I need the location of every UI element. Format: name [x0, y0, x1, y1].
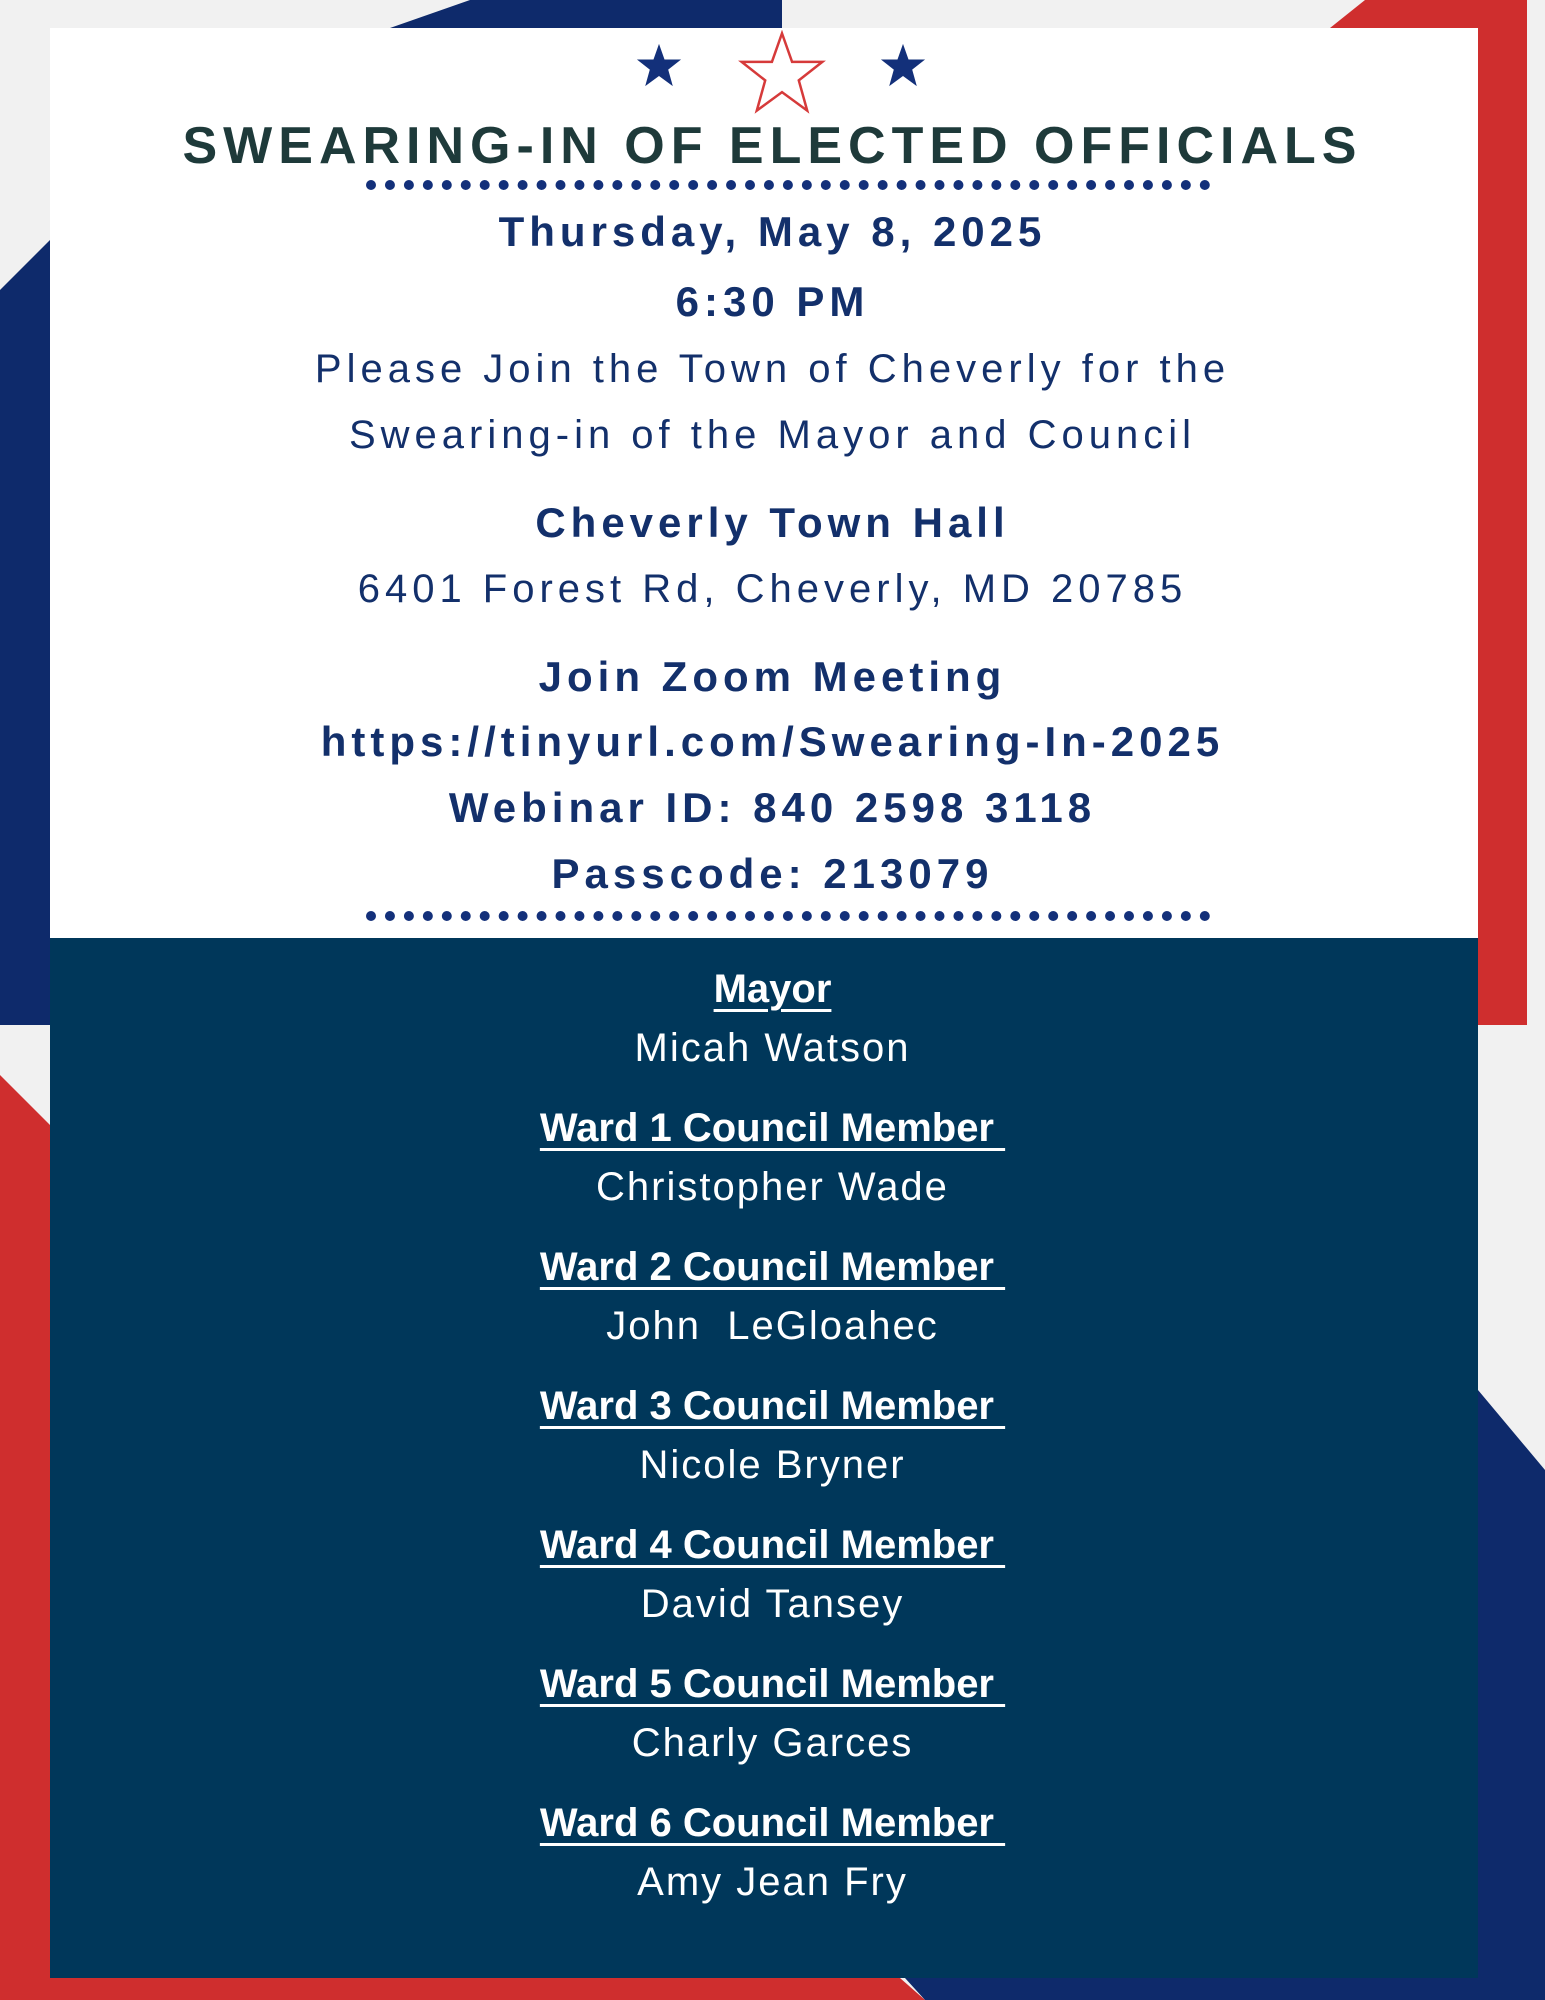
official-name: Micah Watson — [634, 1026, 911, 1070]
star-outline-icon — [737, 30, 827, 114]
divider-dot — [1200, 180, 1210, 190]
official-name: David Tansey — [640, 1582, 905, 1626]
venue-name: Cheverly Town Hall — [535, 499, 1010, 546]
divider-dot — [1105, 911, 1115, 921]
official-name: Christopher Wade — [596, 1165, 949, 1209]
divider-dot — [916, 911, 926, 921]
divider-dot — [1029, 911, 1039, 921]
divider-dot — [1086, 911, 1096, 921]
divider-dot — [1181, 911, 1191, 921]
divider-dot — [1124, 180, 1134, 190]
divider-dot — [669, 180, 679, 190]
divider-dot — [726, 911, 736, 921]
official-entry-mayor — [0, 960, 1545, 1099]
divider-dot — [953, 180, 963, 190]
divider-dot — [537, 180, 547, 190]
divider-dot — [916, 180, 926, 190]
divider-dot — [423, 911, 433, 921]
divider-dot — [1200, 911, 1210, 921]
divider-dot — [1105, 180, 1115, 190]
divider-dot — [1162, 911, 1172, 921]
divider-dot — [1162, 180, 1172, 190]
dotted-divider-bottom — [365, 909, 1215, 923]
divider-dot — [631, 180, 641, 190]
divider-dot — [1067, 911, 1077, 921]
divider-dot — [745, 911, 755, 921]
divider-dot — [461, 911, 471, 921]
divider-dot — [518, 911, 528, 921]
divider-dot — [1181, 180, 1191, 190]
divider-dot — [631, 911, 641, 921]
official-entry-ward-6 — [0, 1794, 1545, 1933]
divider-dot — [688, 180, 698, 190]
divider-dot — [707, 911, 717, 921]
divider-dot — [840, 180, 850, 190]
star-filled-icon — [880, 42, 926, 88]
divider-dot — [499, 911, 509, 921]
divider-dot — [1143, 180, 1153, 190]
event-time: 6:30 PM — [675, 278, 870, 325]
divider-dot — [688, 911, 698, 921]
invite-line-2: Swearing-in of the Mayor and Council — [348, 413, 1196, 457]
divider-dot — [764, 180, 774, 190]
divider-dot — [707, 180, 717, 190]
official-entry-ward-2 — [0, 1238, 1545, 1377]
divider-dot — [574, 180, 584, 190]
zoom-link[interactable]: https://tinyurl.com/Swearing-In-2025 — [320, 718, 1225, 765]
officials-list — [0, 960, 1545, 1933]
divider-dot — [745, 180, 755, 190]
divider-dot — [480, 180, 490, 190]
divider-dot — [821, 911, 831, 921]
dotted-divider-top — [365, 178, 1215, 192]
official-name: John LeGloahec — [606, 1304, 939, 1348]
venue-address: 6401 Forest Rd, Cheverly, MD 20785 — [357, 567, 1188, 611]
divider-dot — [385, 180, 395, 190]
office-title: Mayor — [713, 967, 832, 1011]
official-name: Charly Garces — [631, 1721, 914, 1765]
divider-dot — [556, 180, 566, 190]
star-filled-icon — [636, 42, 682, 88]
divider-dot — [442, 911, 452, 921]
divider-dot — [650, 180, 660, 190]
divider-dot — [1086, 180, 1096, 190]
divider-dot — [574, 911, 584, 921]
divider-dot — [1010, 180, 1020, 190]
divider-dot — [859, 180, 869, 190]
passcode: Passcode: 213079 — [551, 850, 994, 897]
red-bottom-band — [0, 1978, 925, 2000]
divider-dot — [423, 180, 433, 190]
navy-top-band — [390, 0, 782, 28]
office-title: Ward 5 Council Member — [539, 1662, 1006, 1706]
divider-dot — [802, 180, 812, 190]
divider-dot — [840, 911, 850, 921]
official-entry-ward-3 — [0, 1377, 1545, 1516]
official-name: Amy Jean Fry — [637, 1860, 908, 1904]
official-entry-ward-4 — [0, 1516, 1545, 1655]
divider-dot — [1029, 180, 1039, 190]
divider-dot — [972, 911, 982, 921]
divider-dot — [783, 911, 793, 921]
divider-dot — [1143, 911, 1153, 921]
divider-dot — [385, 911, 395, 921]
divider-dot — [1048, 180, 1058, 190]
invite-line-1: Please Join the Town of Cheverly for the — [314, 347, 1231, 391]
divider-dot — [499, 180, 509, 190]
divider-dot — [897, 911, 907, 921]
event-date: Thursday, May 8, 2025 — [498, 208, 1047, 255]
divider-dot — [859, 911, 869, 921]
divider-dot — [802, 911, 812, 921]
divider-dot — [878, 180, 888, 190]
divider-dot — [953, 911, 963, 921]
divider-dot — [1010, 911, 1020, 921]
divider-dot — [593, 911, 603, 921]
divider-dot — [783, 180, 793, 190]
divider-dot — [1067, 180, 1077, 190]
divider-dot — [518, 180, 528, 190]
divider-dot — [612, 180, 622, 190]
divider-dot — [821, 180, 831, 190]
webinar-id: Webinar ID: 840 2598 3118 — [448, 784, 1097, 831]
office-title: Ward 2 Council Member — [539, 1245, 1006, 1289]
office-title: Ward 6 Council Member — [539, 1801, 1006, 1845]
divider-dot — [404, 180, 414, 190]
divider-dot — [764, 911, 774, 921]
divider-dot — [556, 911, 566, 921]
divider-dot — [480, 911, 490, 921]
office-title: Ward 4 Council Member — [539, 1523, 1006, 1567]
official-entry-ward-1 — [0, 1099, 1545, 1238]
divider-dot — [935, 911, 945, 921]
divider-dot — [726, 180, 736, 190]
divider-dot — [1048, 911, 1058, 921]
divider-dot — [650, 911, 660, 921]
zoom-heading: Join Zoom Meeting — [538, 653, 1007, 700]
divider-dot — [404, 911, 414, 921]
divider-dot — [366, 180, 376, 190]
office-title: Ward 1 Council Member — [539, 1106, 1006, 1150]
divider-dot — [878, 911, 888, 921]
divider-dot — [593, 180, 603, 190]
page-title: SWEARING-IN OF ELECTED OFFICIALS — [182, 117, 1363, 175]
divider-dot — [461, 180, 471, 190]
divider-dot — [612, 911, 622, 921]
divider-dot — [442, 180, 452, 190]
divider-dot — [972, 180, 982, 190]
divider-dot — [991, 911, 1001, 921]
divider-dot — [991, 180, 1001, 190]
official-name: Nicole Bryner — [639, 1443, 906, 1487]
office-title: Ward 3 Council Member — [539, 1384, 1006, 1428]
divider-dot — [897, 180, 907, 190]
divider-dot — [935, 180, 945, 190]
divider-dot — [537, 911, 547, 921]
divider-dot — [366, 911, 376, 921]
divider-dot — [1124, 911, 1134, 921]
official-entry-ward-5 — [0, 1655, 1545, 1794]
divider-dot — [669, 911, 679, 921]
